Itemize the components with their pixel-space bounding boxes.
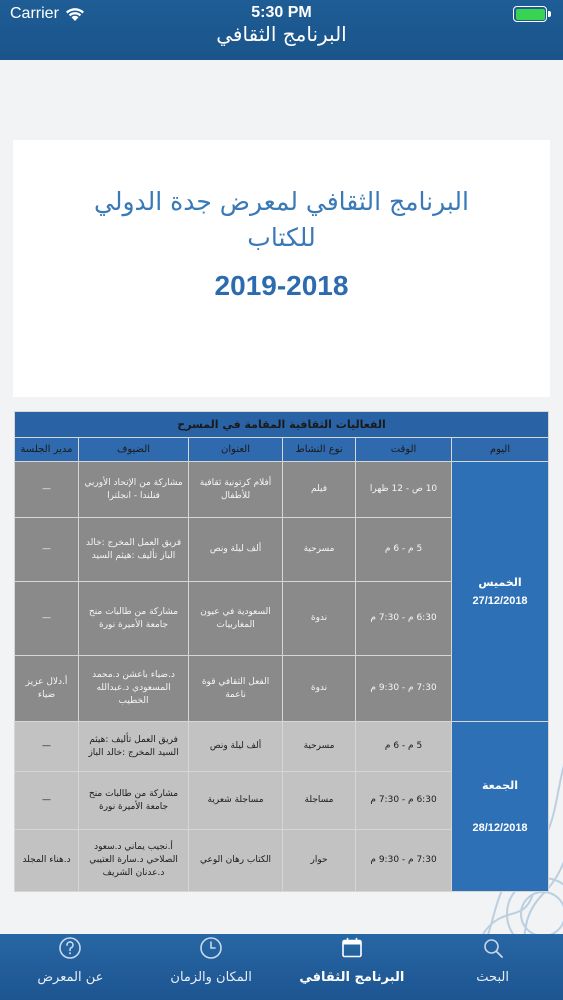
program-title-card xyxy=(13,140,550,397)
column-header-time: الوقت xyxy=(356,438,452,462)
table-row xyxy=(15,462,549,518)
program-year: 2019-2018 xyxy=(214,270,349,301)
cell-type: مسرحية xyxy=(283,722,356,772)
question-icon xyxy=(58,936,82,960)
tab-about[interactable] xyxy=(0,934,141,1000)
column-header-title: العنوان xyxy=(189,438,283,462)
cell-guests: مشاركة من طالبات منح جامعة الأميرة نورة xyxy=(79,772,189,830)
cell-title: ألف ليلة ونص xyxy=(189,518,283,582)
cell-moderator: — xyxy=(15,772,79,830)
cell-moderator: د.هناء المجلد xyxy=(15,830,79,892)
cell-title: الكتاب رهان الوعي xyxy=(189,830,283,892)
page-title: البرنامج الثقافي xyxy=(216,22,347,46)
column-header-type: نوع النشاط xyxy=(283,438,356,462)
cell-moderator: أ.دلال عزيز ضياء xyxy=(15,656,79,722)
cell-moderator: — xyxy=(15,518,79,582)
tab-label: المكان والزمان xyxy=(170,970,252,985)
cell-title: أفلام كرتونية ثقافية للأطفال xyxy=(189,462,283,518)
tab-search[interactable] xyxy=(422,934,563,1000)
cell-moderator: — xyxy=(15,582,79,656)
program-title-line1: البرنامج الثقافي لمعرض جدة الدولي xyxy=(94,187,469,216)
cell-title: مساجلة شعرية xyxy=(189,772,283,830)
cell-title: ألف ليلة ونص xyxy=(189,722,283,772)
cell-guests: مشاركة من طالبات منح جامعة الأميرة نورة xyxy=(79,582,189,656)
tab-place-time[interactable] xyxy=(141,934,282,1000)
navigation-header xyxy=(0,0,563,60)
program-title-line2: للكتاب xyxy=(247,223,316,252)
cell-time: 5 م - 6 م xyxy=(356,518,452,582)
cell-time: 10 ص - 12 ظهرا xyxy=(356,462,452,518)
cell-type: حوار xyxy=(283,830,356,892)
column-header-guests: الضيوف xyxy=(79,438,189,462)
cell-guests: مشاركة من الإتحاد الأوربي فنلندا - انجلترا xyxy=(79,462,189,518)
day-date: 28/12/2018 xyxy=(472,821,528,834)
cell-guests: فريق العمل المخرج :خالد الباز تأليف :هيثم السيد xyxy=(79,518,189,582)
day-date: 27/12/2018 xyxy=(472,594,528,607)
tab-label: عن المعرض xyxy=(37,970,104,985)
clock-icon xyxy=(199,936,223,960)
carrier-label: Carrier xyxy=(10,5,59,22)
tab-bar xyxy=(0,934,563,1000)
table-row xyxy=(15,722,549,772)
cell-moderator: — xyxy=(15,462,79,518)
cell-type: فيلم xyxy=(283,462,356,518)
cell-type: ندوة xyxy=(283,656,356,722)
tab-label: البحث xyxy=(476,970,509,985)
cell-time: 6:30 م - 7:30 م xyxy=(356,582,452,656)
schedule-table-container xyxy=(14,411,548,883)
day-name: الجمعة xyxy=(481,778,519,792)
cell-time: 7:30 م - 9:30 م xyxy=(356,830,452,892)
cell-type: مساجلة xyxy=(283,772,356,830)
table-caption: الفعاليات الثقافية المقامة في المسرح xyxy=(15,412,549,438)
day-cell-thursday xyxy=(452,462,549,722)
cell-time: 6:30 م - 7:30 م xyxy=(356,772,452,830)
tab-label: البرنامج الثقافي xyxy=(299,970,405,985)
cell-title: السعودية في عيون المغاربيات xyxy=(189,582,283,656)
cell-time: 7:30 م - 9:30 م xyxy=(356,656,452,722)
status-time: 5:30 PM xyxy=(251,4,312,21)
cell-type: ندوة xyxy=(283,582,356,656)
cell-guests: د.ضياء باعشن د.محمد المسعودي د.عبدالله الخطيب xyxy=(79,656,189,722)
schedule-table xyxy=(14,411,549,892)
day-name: الخميس xyxy=(478,575,522,589)
cell-guests: فريق العمل تأليف :هيثم السيد المخرج :خالد الباز xyxy=(79,722,189,772)
calendar-icon xyxy=(340,936,364,960)
column-header-day: اليوم xyxy=(452,438,549,462)
cell-type: مسرحية xyxy=(283,518,356,582)
cell-guests: أ.نجيب يماني د.سعود الصلاحي د.سارة العتيبي د.عدنان الشريف xyxy=(79,830,189,892)
content-area xyxy=(0,60,563,934)
column-header-moderator: مدير الجلسة xyxy=(15,438,79,462)
day-cell-friday xyxy=(452,722,549,892)
cell-time: 5 م - 6 م xyxy=(356,722,452,772)
search-icon xyxy=(481,936,505,960)
cell-moderator: — xyxy=(15,722,79,772)
battery-icon xyxy=(513,6,553,22)
cell-title: الفعل الثقافي قوة ناعمة xyxy=(189,656,283,722)
tab-cultural-program[interactable] xyxy=(282,934,423,1000)
